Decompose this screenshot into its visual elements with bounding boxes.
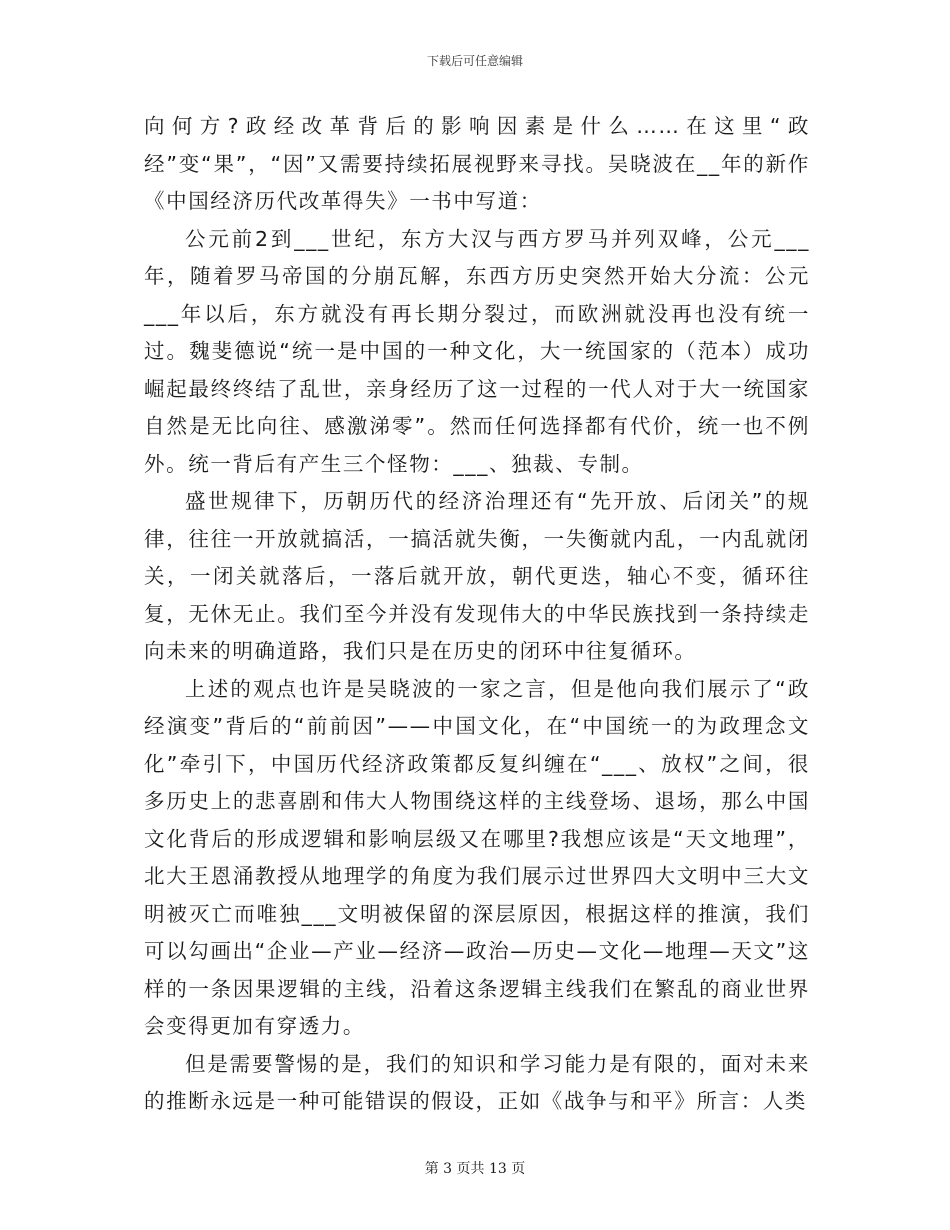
paragraph-continuation: 向何方?政经改革背后的影响因素是什么……在这里“政经”变“果”，“因”又需要持续拓展视野来寻找。吴晓波在__年的新作《中国经济历代改革得失》一书中写道： (144, 114, 810, 213)
page-header: 下载后可任意编辑 (426, 54, 523, 68)
paragraph-history-split: 公元前2到___世纪，东方大汉与西方罗马并列双峰，公元___年，随着罗马帝国的分崩瓦解，东西方历史突然开始大分流：公元___年以后，东方就没有再长期分裂过，而欧洲就没再也没有统一过。魏斐德说“统一是中国的一种文化，大一统国家的（范本）成功崛起最终终结了乱世，亲身经历了这一过程的一代人对于大一统国家自然是无比向往、感激涕零”。然而任何选择都有代价，统一也不例外。统一背后有产生三个怪物：___、独裁、专制。 (144, 226, 810, 476)
paragraph-culture-logic: 上述的观点也许是吴晓波的一家之言，但是他向我们展示了“政经演变”背后的“前前因”——中国文化，在“中国统一的为政理念文化”牵引下，中国历代经济政策都反复纠缠在“___、放权”之间，很多历史上的悲喜剧和伟大人物围绕这样的主线登场、退场，那么中国文化背后的形成逻辑和影响层级又在哪里?我想应该是“天文地理”，北大王恩涌教授从地理学的角度为我们展示过世界四大文明中三大文明被灭亡而唯独___文明被保留的深层原因，根据这样的推演，我们可以勾画出“企业—产业—经济—政治—历史—文化—地理—天文”这样的一条因果逻辑的主线，沿着这条逻辑主线我们在繁乱的商业世界会变得更加有穿透力。 (144, 676, 810, 1038)
page-footer: 第 3 页共 13 页 (424, 1161, 526, 1177)
paragraph-prosperity-law: 盛世规律下，历朝历代的经济治理还有“先开放、后闭关”的规律，往往一开放就搞活，一搞活就失衡，一失衡就内乱，一内乱就闭关，一闭关就落后，一落后就开放，朝代更迭，轴心不变，循环往复，无休无止。我们至今并没有发现伟大的中华民族找到一条持续走向未来的明确道路，我们只是在历史的闭环中往复循环。 (144, 489, 810, 663)
paragraph-caution: 但是需要警惕的是，我们的知识和学习能力是有限的，面对未来的推断永远是一种可能错误的假设，正如《战争与和平》所言：人类 (144, 1051, 810, 1113)
document-body (144, 108, 810, 1121)
